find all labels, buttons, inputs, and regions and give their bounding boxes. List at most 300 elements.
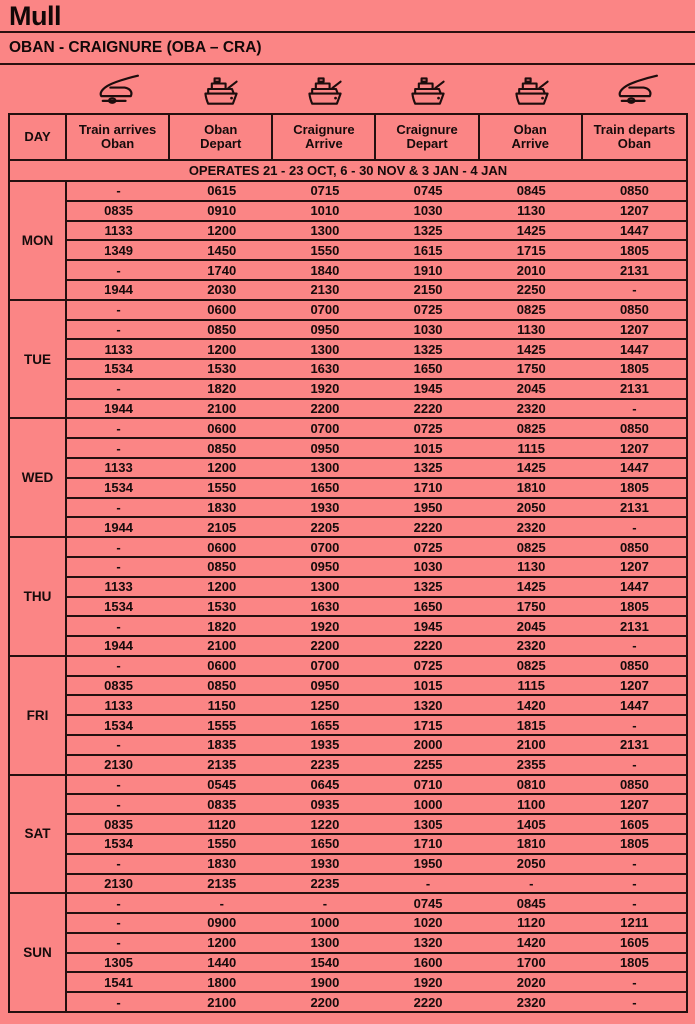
time-cell: 1550 [207, 480, 237, 496]
time-cell: 0850 [619, 302, 649, 318]
time-cell: 1133 [104, 341, 133, 357]
time-cell: 1207 [619, 678, 649, 694]
time-cell: 2220 [413, 638, 443, 654]
time-cell: 0835 [207, 796, 237, 812]
time-cell: 2150 [413, 282, 443, 298]
time-cell: 1840 [310, 262, 340, 278]
time-cell: 2250 [516, 282, 546, 298]
table-row [67, 795, 686, 815]
time-cell: 1935 [310, 737, 340, 753]
time-cell: 0910 [207, 203, 237, 219]
time-cell: 1920 [310, 618, 340, 634]
time-cell: 1820 [207, 618, 237, 634]
time-cell: 0835 [104, 203, 134, 219]
time-cell: 1630 [310, 361, 340, 377]
icon-cell [199, 69, 243, 109]
time-cell: - [632, 282, 637, 298]
time-cell: - [632, 638, 637, 654]
header-line-2: Oban [100, 136, 135, 151]
day-section [10, 657, 686, 776]
time-cell: 1830 [207, 856, 237, 872]
time-cell: 2105 [207, 519, 237, 535]
time-cell: 1650 [413, 361, 443, 377]
time-cell: - [116, 321, 121, 337]
time-cell: - [116, 915, 121, 931]
time-cell: 1750 [516, 598, 546, 614]
table-row [67, 499, 686, 519]
ferry-icon [199, 69, 243, 109]
time-cell: - [632, 974, 637, 990]
time-cell: 1447 [619, 460, 649, 476]
time-cell: 1425 [516, 579, 546, 595]
time-cell: 0850 [619, 539, 649, 555]
time-cell: - [632, 757, 637, 773]
table-row [67, 736, 686, 756]
time-cell: 1420 [516, 935, 546, 951]
table-row [67, 479, 686, 499]
time-cell: 1805 [619, 361, 649, 377]
time-cell: - [116, 539, 121, 555]
time-cell: 1715 [413, 717, 443, 733]
time-cell: 1211 [620, 915, 649, 931]
table-row [67, 696, 686, 716]
time-cell: 1534 [104, 480, 134, 496]
time-cell: 1945 [413, 381, 443, 397]
time-cell: 1950 [413, 856, 443, 872]
time-cell: 1447 [619, 341, 649, 357]
ferry-icon [303, 69, 347, 109]
table-row [67, 281, 686, 299]
table-row [67, 380, 686, 400]
time-cell: 1950 [413, 499, 443, 515]
time-cell: 1534 [104, 361, 134, 377]
time-cell: 2131 [619, 381, 649, 397]
time-cell: - [116, 420, 121, 436]
time-cell: 2205 [310, 519, 340, 535]
time-cell: 1700 [516, 955, 546, 971]
header-line-1: Oban [513, 121, 547, 137]
time-cell: 1130 [517, 203, 546, 219]
table-row [67, 578, 686, 598]
time-cell: 2010 [516, 262, 546, 278]
table-row [67, 973, 686, 993]
time-cell: 0700 [310, 539, 340, 555]
header-line-1: Train arrives [78, 121, 157, 137]
table-row [67, 954, 686, 974]
time-cell: 2200 [310, 994, 340, 1010]
time-cell: 0715 [310, 183, 340, 199]
time-cell: 1207 [619, 203, 649, 219]
time-cell: - [632, 875, 637, 891]
table-row [67, 914, 686, 934]
time-cell: 0825 [516, 539, 546, 555]
time-cell: 2100 [207, 994, 237, 1010]
time-cell: 1910 [413, 262, 443, 278]
time-cell: 2050 [516, 856, 546, 872]
time-cell: 1300 [310, 222, 340, 238]
time-cell: 0850 [619, 183, 649, 199]
time-cell: 2255 [413, 757, 443, 773]
page-title: Mull [9, 1, 61, 31]
table-row [67, 894, 686, 914]
day-section [10, 538, 686, 657]
table-row [67, 340, 686, 360]
time-cell: 0700 [310, 302, 340, 318]
time-cell: 1555 [207, 717, 237, 733]
time-cell: 1207 [619, 440, 649, 456]
time-cell: 1944 [104, 638, 134, 654]
route-block [0, 33, 695, 63]
time-cell: 1030 [413, 321, 443, 337]
day-label: MON [10, 182, 67, 299]
time-cell: 1447 [619, 222, 649, 238]
table-body [10, 182, 686, 1011]
time-cell: 0700 [310, 658, 340, 674]
train-icon [94, 70, 140, 108]
time-cell: - [116, 183, 121, 199]
header-line-1: Train departs [593, 121, 676, 137]
time-cell: 0845 [516, 183, 546, 199]
table-row [67, 182, 686, 202]
table-row [67, 617, 686, 637]
time-cell: - [116, 658, 121, 674]
timetable [8, 113, 688, 1013]
time-cell: 1805 [619, 955, 649, 971]
time-cell: 1830 [207, 499, 237, 515]
time-cell: 2131 [619, 499, 649, 515]
time-cell: 1920 [310, 381, 340, 397]
time-cell: 2235 [310, 875, 340, 891]
column-header [273, 115, 376, 159]
time-cell: 1150 [207, 697, 236, 713]
header-line-2: Arrive [305, 136, 343, 151]
time-cell: 1447 [619, 697, 649, 713]
time-cell: - [632, 717, 637, 733]
time-cell: 2000 [413, 737, 443, 753]
table-row [67, 222, 686, 242]
time-cell: 1200 [207, 460, 237, 476]
icon-row [8, 65, 688, 113]
time-cell: 1550 [207, 836, 237, 852]
time-cell: 1540 [310, 955, 340, 971]
time-cell: 2130 [310, 282, 340, 298]
column-header [67, 115, 170, 159]
time-cell: 1930 [310, 499, 340, 515]
time-cell: 2135 [207, 757, 237, 773]
day-rows [67, 894, 686, 1011]
time-cell: 2220 [413, 519, 443, 535]
time-cell: 1207 [619, 321, 649, 337]
time-cell: 1605 [619, 816, 649, 832]
table-row [67, 716, 686, 736]
time-cell: 1325 [413, 579, 443, 595]
time-cell: 1805 [619, 836, 649, 852]
time-cell: 1200 [207, 935, 237, 951]
header-line-1: Craignure [396, 121, 458, 137]
header-line-2: Oban [617, 136, 652, 151]
table-row [67, 202, 686, 222]
time-cell: - [219, 895, 224, 911]
table-row [67, 321, 686, 341]
time-cell: 1030 [413, 559, 443, 575]
day-rows [67, 657, 686, 774]
operates-note: OPERATES 21 - 23 OCT, 6 - 30 NOV & 3 JAN - 4 JAN [10, 161, 686, 182]
time-cell: 2320 [516, 401, 546, 417]
time-cell: 2355 [516, 757, 546, 773]
time-cell: 0950 [310, 559, 340, 575]
table-row [67, 301, 686, 321]
table-row [67, 439, 686, 459]
time-cell: 1530 [207, 361, 237, 377]
time-cell: - [116, 302, 121, 318]
time-cell: 1930 [310, 856, 340, 872]
time-cell: - [322, 895, 328, 911]
time-cell: 0935 [310, 796, 340, 812]
time-cell: - [116, 994, 121, 1010]
time-cell: 1835 [207, 737, 237, 753]
ferry-icon [510, 69, 554, 109]
table-row [67, 756, 686, 774]
time-cell: 2100 [207, 401, 237, 417]
time-cell: 1944 [104, 519, 134, 535]
table-row [67, 558, 686, 578]
time-cell: 1600 [413, 955, 443, 971]
time-cell: 1200 [207, 341, 237, 357]
table-row [67, 400, 686, 418]
time-cell: 0745 [413, 183, 443, 199]
ferry-icon [406, 69, 450, 109]
time-cell: 2130 [104, 875, 134, 891]
day-rows [67, 182, 686, 299]
time-cell: - [632, 519, 637, 535]
table-row [67, 776, 686, 796]
time-cell: 0725 [413, 658, 443, 674]
time-cell: 2045 [516, 381, 546, 397]
day-section [10, 182, 686, 301]
icon-cell [406, 69, 450, 109]
table-row [67, 657, 686, 677]
time-cell: 2220 [413, 401, 443, 417]
column-header [376, 115, 479, 159]
time-cell: 2220 [413, 994, 443, 1010]
time-cell: 1800 [207, 974, 237, 990]
time-cell: 2020 [516, 974, 546, 990]
time-cell: 2235 [310, 757, 340, 773]
time-cell: 1133 [104, 697, 133, 713]
time-cell: 1115 [517, 678, 545, 694]
time-cell: 1450 [207, 242, 237, 258]
time-cell: 0725 [413, 302, 443, 318]
time-cell: 0850 [207, 321, 237, 337]
time-cell: 1300 [310, 935, 340, 951]
time-cell: - [116, 618, 121, 634]
time-cell: 1325 [413, 341, 443, 357]
time-cell: 1550 [310, 242, 340, 258]
time-cell: 1100 [517, 796, 546, 812]
time-cell: 1650 [310, 836, 340, 852]
day-section [10, 894, 686, 1011]
time-cell: 0850 [207, 440, 237, 456]
time-cell: 1200 [207, 222, 237, 238]
time-cell: 2320 [516, 638, 546, 654]
icon-cell [510, 69, 554, 109]
time-cell: 1220 [310, 816, 340, 832]
time-cell: - [632, 856, 637, 872]
table-row [67, 993, 686, 1011]
time-cell: 0600 [207, 302, 237, 318]
time-cell: 2130 [104, 757, 134, 773]
time-cell: 1130 [517, 321, 546, 337]
table-row [67, 934, 686, 954]
time-cell: 1120 [517, 915, 546, 931]
time-cell: 2200 [310, 401, 340, 417]
time-cell: 0615 [207, 183, 237, 199]
header-line-2: Depart [200, 136, 242, 151]
time-cell: 1405 [516, 816, 546, 832]
time-cell: 1133 [104, 460, 133, 476]
time-cell: 1715 [516, 242, 546, 258]
time-cell: 1020 [413, 915, 443, 931]
time-cell: - [116, 262, 121, 278]
time-cell: 1425 [516, 222, 546, 238]
time-cell: 2320 [516, 994, 546, 1010]
time-cell: - [116, 935, 121, 951]
time-cell: 1115 [517, 440, 545, 456]
day-label: SUN [10, 894, 67, 1011]
time-cell: 0825 [516, 420, 546, 436]
time-cell: 2131 [619, 262, 649, 278]
time-cell: 1541 [104, 974, 134, 990]
time-cell: - [632, 401, 637, 417]
time-cell: - [632, 994, 637, 1010]
time-cell: 0835 [104, 678, 134, 694]
day-label: TUE [10, 301, 67, 418]
time-cell: 1015 [413, 678, 443, 694]
time-cell: - [116, 559, 121, 575]
time-cell: 1805 [619, 242, 649, 258]
time-cell: - [116, 737, 121, 753]
time-cell: 1440 [207, 955, 237, 971]
time-cell: 0850 [619, 658, 649, 674]
day-rows [67, 419, 686, 536]
day-section [10, 419, 686, 538]
time-cell: 0745 [413, 895, 443, 911]
time-cell: 1920 [413, 974, 443, 990]
time-cell: 1320 [413, 935, 443, 951]
time-cell: 1530 [207, 598, 237, 614]
time-cell: 1015 [413, 440, 443, 456]
time-cell: 1120 [207, 816, 236, 832]
table-row [67, 855, 686, 875]
time-cell: - [116, 499, 121, 515]
table-row [67, 835, 686, 855]
time-cell: 1000 [310, 915, 340, 931]
time-cell: 0810 [516, 776, 546, 792]
time-cell: - [529, 875, 534, 891]
train-icon [613, 70, 659, 108]
time-cell: 1300 [310, 460, 340, 476]
time-cell: 1805 [619, 480, 649, 496]
time-cell: 1207 [619, 559, 649, 575]
table-row [67, 360, 686, 380]
table-row [67, 598, 686, 618]
time-cell: - [116, 796, 121, 812]
time-cell: 1605 [619, 935, 649, 951]
time-cell: 0600 [207, 658, 237, 674]
time-cell: 1250 [310, 697, 340, 713]
time-cell: 1207 [619, 796, 649, 812]
time-cell: 1805 [619, 598, 649, 614]
time-cell: 1133 [104, 222, 133, 238]
time-cell: 0835 [104, 816, 134, 832]
time-cell: 1305 [413, 816, 443, 832]
time-cell: 2050 [516, 499, 546, 515]
time-cell: 2100 [516, 737, 546, 753]
time-cell: 0725 [413, 539, 443, 555]
time-cell: 1815 [516, 717, 546, 733]
time-cell: 1810 [516, 480, 546, 496]
day-section [10, 776, 686, 895]
time-cell: 0950 [310, 678, 340, 694]
time-cell: 1447 [619, 579, 649, 595]
time-cell: 1325 [413, 222, 443, 238]
time-cell: 0600 [207, 539, 237, 555]
time-cell: 1944 [104, 282, 134, 298]
icon-cell [613, 70, 659, 108]
time-cell: 1320 [413, 697, 443, 713]
time-cell: 1130 [517, 559, 546, 575]
time-cell: 1655 [310, 717, 340, 733]
time-cell: 1534 [104, 717, 134, 733]
time-cell: 0825 [516, 658, 546, 674]
day-rows [67, 538, 686, 655]
route-title: OBAN - CRAIGNURE (OBA – CRA) [9, 39, 262, 56]
table-row [67, 815, 686, 835]
day-section [10, 301, 686, 420]
time-cell: 1615 [413, 242, 443, 258]
time-cell: 1710 [413, 836, 443, 852]
time-cell: 0850 [207, 559, 237, 575]
time-cell: 0850 [619, 776, 649, 792]
time-cell: - [116, 381, 121, 397]
time-cell: 1305 [104, 955, 134, 971]
table-row [67, 459, 686, 479]
column-header [170, 115, 273, 159]
time-cell: 1420 [516, 697, 546, 713]
time-cell: 1810 [516, 836, 546, 852]
time-cell: 1820 [207, 381, 237, 397]
table-row [67, 538, 686, 558]
time-cell: 0725 [413, 420, 443, 436]
title-block [0, 0, 695, 31]
time-cell: 0825 [516, 302, 546, 318]
time-cell: - [116, 776, 121, 792]
time-cell: 1300 [310, 341, 340, 357]
time-cell: 1534 [104, 598, 134, 614]
table-row [67, 518, 686, 536]
day-label: THU [10, 538, 67, 655]
table-row [67, 241, 686, 261]
time-cell: 1750 [516, 361, 546, 377]
time-cell: 0545 [207, 776, 237, 792]
time-cell: 1740 [207, 262, 237, 278]
day-rows [67, 301, 686, 418]
time-cell: 0950 [310, 440, 340, 456]
day-label: FRI [10, 657, 67, 774]
time-cell: 2131 [619, 618, 649, 634]
icon-cell [303, 69, 347, 109]
time-cell: 1200 [207, 579, 237, 595]
